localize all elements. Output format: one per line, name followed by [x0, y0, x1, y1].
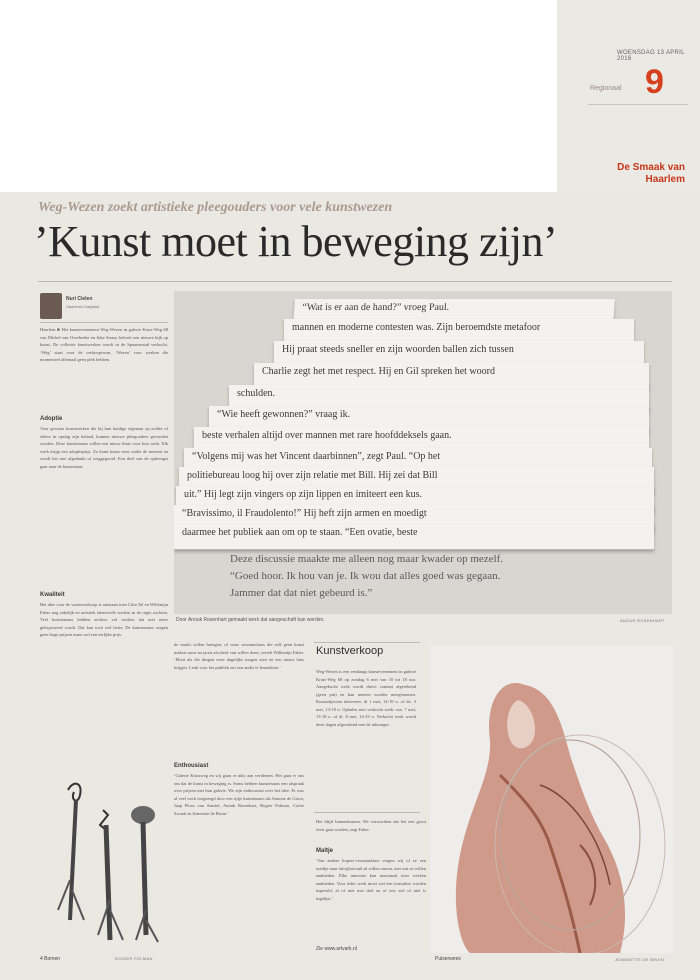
- box-bottom-rule: [314, 812, 420, 813]
- article-adoptie-text: Voor gewone kunstwerken die bij hun huidige eigenaar op zolder of elders in opslag zijn beland, kunnen nieuwe pleegouders gevonden worden. Deze kunstenaars willen een nieuw thuis voor hun werk. Elk werk krijgt een adoptieprijs. Zo komt kunst weer onder de mensen en wordt het niet afgedankt of weggegooid. Een deel van de opbrengst gaat naar de kunstenaar.: [40, 426, 168, 469]
- issue-date: WOENSDAG 13 APRIL 2016: [617, 50, 685, 62]
- article-website: Zie www.artvark.nl: [316, 946, 357, 952]
- painting-photo: [430, 645, 673, 953]
- page-line: “Volgens mij was het Vincent daarbinnen”, zegt Paul. “Op het: [184, 448, 652, 474]
- page-line: Charlie zegt het met respect. Hij en Gil spreken het woord: [254, 363, 649, 389]
- page-line: daarmee het publiek aan om op te staan. “Een ovatie, beste: [174, 524, 654, 550]
- article-maltje-text: ‘Van andere kopers-verzamelaars vragen wij of ze een mailtje naar info@artvark.nl willen sturen, met wat ze willen aanbieden. Elke interesse kan maximaal twee werken aanbieden. Voor ieder werk moet wel een formulier worden ingevuld, al of niet met titel en of iets wel of niet is ingelijst.’: [316, 858, 426, 901]
- feature-name: De Smaak van Haarlem: [617, 162, 685, 185]
- painting-figure-illustration: [430, 645, 673, 953]
- painting-caption: Pulserwees: [435, 956, 461, 962]
- photo-credit: ANOUK ROSENHART: [620, 618, 665, 623]
- page-line: “Wat is er aan de hand?” vroeg Paul.: [293, 299, 615, 325]
- lower-page-line: Jammer dat dat niet gebeurd is.”: [230, 587, 373, 599]
- sketch-illustration: [48, 770, 168, 950]
- article-col2-top: de markt willen brengen, of waar verzamelaars die zelf geen kunst maken soms na jaren afscheid van willen doen, vertelt Willemijn Faber. ‘Mooi als die dingen weer dagelijks mogen zien en een nieuw huis krijgen. Leuk voor het publiek om een ander te benaderen.’: [174, 642, 304, 670]
- article-col3-end: Het blijft binnenkomen. We verwachten dat het een groot feest gaat worden, zegt Faber.: [316, 819, 426, 832]
- book-pages-photo: [174, 291, 672, 614]
- photo-caption: Door Anouk Rosenhart gemaakt werk dat aangeschaft kan worden.: [176, 617, 325, 623]
- author-avatar: [40, 293, 62, 319]
- box-top-rule: [314, 642, 420, 643]
- header-divider: [588, 104, 688, 105]
- kunstverkoop-body: Weg-Wezen is een eendaags kunstevenement in galerie Kruis-Weg 68 op zondag 6 mei van 10 tot 18 uur. Aangekocht werk wordt direct contant afgerekend (geen pin) en kan meteen worden meegenomen. Kunstobjecten inleveren: di 1 mei, 14-19 u. of do. 3 mei, 13-18 u. Ophalen niet verkocht werk: ma. 7 mei, 13-18 u. of di. 8 mei, 14-19 u. Verkocht werk wordt deze dagen afgerekend met de inbrenger.: [316, 669, 416, 727]
- article-kicker: Weg-Wezen zoekt artistieke pleegouders voor vele kunstwezen: [38, 200, 393, 215]
- page-line: “Wie heeft gewonnen?” vraag ik.: [209, 406, 649, 432]
- page-line: politiebureau loog hij over zijn relatie met Bill. Hij zei dat Bill: [179, 467, 654, 493]
- subhead-adoptie: Adoptie: [40, 416, 63, 422]
- page-line: Hij praat steeds sneller en zijn woorden ballen zich tussen: [274, 341, 644, 367]
- subhead-enthousiast: Enthousiast: [174, 763, 209, 769]
- article-kwaliteit-text: Het idee voor de wezenverkoop is ontstaan toen Cilia Tel en Willemijn Faber nog zakelijk en artistiek talentvolle werken in de regio zochten. Veel kunstenaars hebben ateliers vol werken dat niet meer geëxposeerd wordt. Dat kan toch wel beter. De kunstenaars vragen geen hoge prijzen maar wel een eerlijke prijs.: [40, 602, 168, 637]
- page-number: 9: [645, 63, 664, 101]
- byline-rule: [40, 322, 168, 323]
- lower-page-line: “Goed hoor. Ik hou van je. Ik wou dat alles goed was gegaan.: [230, 570, 501, 582]
- page-line: beste verhalen altijd over mannen met rare hoofddeksels gaan.: [194, 427, 649, 453]
- author-name: Nuri Cielen: [66, 296, 93, 302]
- author-role: Haarlems Dagblad: [66, 304, 100, 309]
- page-line: schulden.: [229, 385, 649, 411]
- kunstverkoop-title: Kunstverkoop: [316, 645, 384, 657]
- page-line: uit.” Hij legt zijn vingers op zijn lippen en imiteert een kus.: [176, 486, 654, 512]
- lower-page-line: Deze discussie maakte me alleen nog maar kwader op mezelf.: [230, 553, 504, 565]
- page-line: “Bravissimo, il Fraudolento!” Hij heft zijn armen en moedigt: [174, 505, 654, 531]
- page-line: mannen en moderne contesten was. Zijn beroemdste metafoor: [284, 319, 634, 345]
- article-headline: ’Kunst moet in beweging zijn’: [34, 217, 558, 266]
- article-enthousiast-text: ‘Galerie Kruisweg en wij gaan er niks aan verdienen. Het gaat er ons om dat de kunst in beweging is. Soms hebben kunstenaars een afspraak over prijzen met hun galerie. We zijn enthousiast over het idee. Er was al veel werk toegezegd door een rijtje kunstenaars als Simone de Groot, Jaap Ploos van Amstel, Anouk Rosenhart, Rogier Polman, Cortie Swaak en Jeannette de Bruin.’: [174, 773, 304, 816]
- subhead-maltje: Maltje: [316, 848, 334, 854]
- section-name: Regionaal: [590, 85, 622, 92]
- article-intro: Haarlem ■ Het kunstevenement Weg-Wezen in galerie Kruis-Weg 68 van Michel van Overbeeke en Juke Straay belooft een nieuwe kijk op kunst. De collectie kunstwerken wordt in de Spaarnestad verkocht. ‘Weg’ staat voor de verkoopvorm, ‘Wezen’ voor werken die momenteel allemaal geen plek hebben.: [40, 327, 168, 362]
- tree-sketch-drawing: [48, 770, 168, 950]
- footer-section: 4 Bomen: [40, 956, 61, 962]
- subhead-kwaliteit: Kwaliteit: [40, 592, 65, 598]
- headline-rule: [38, 281, 672, 282]
- sketch-credit: ROGIER POLMAN: [115, 956, 153, 961]
- painting-credit: JEANNETTE DE BRUIN: [615, 957, 664, 962]
